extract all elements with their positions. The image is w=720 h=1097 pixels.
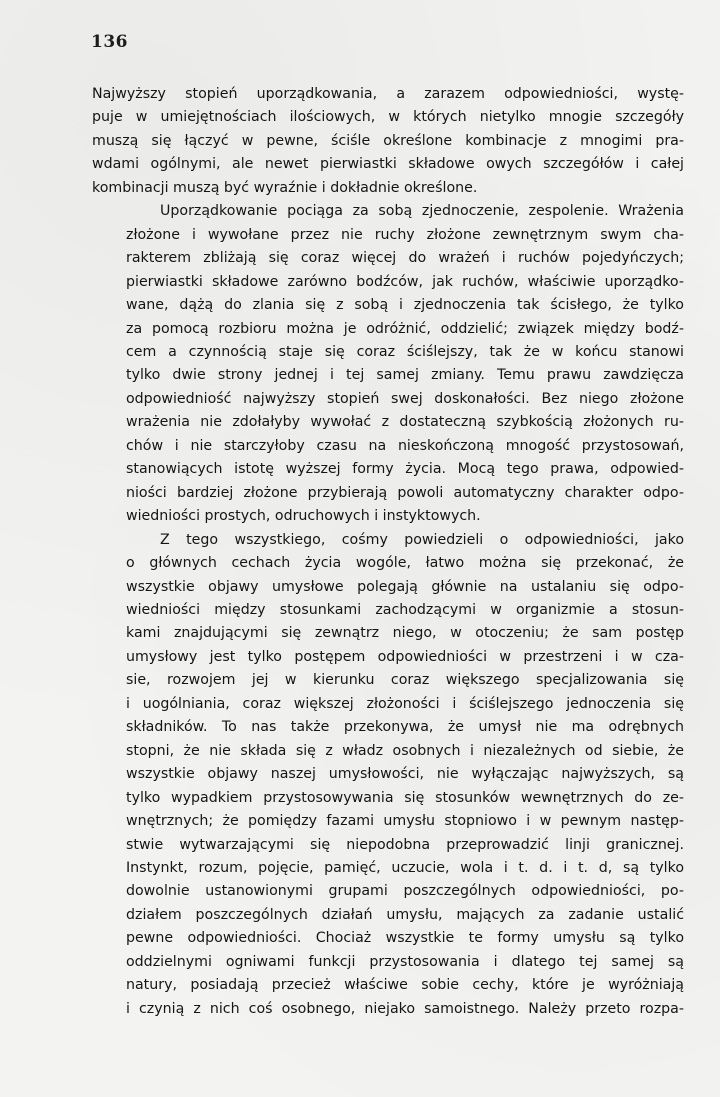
text-line: wnętrznych; że pomiędzy fazami umysłu stopniowo i w pewnym następ- — [126, 813, 684, 830]
text-line: natury, posiadają przecież właściwe sobie cechy, które je wyróżniają — [126, 977, 684, 994]
text-line: wiedniości między stosunkami zachodzącymi w organizmie a stosun- — [126, 601, 684, 618]
text-line: działem poszczególnych działań umysłu, mających za zadanie ustalić — [126, 906, 684, 923]
text-line: sie, rozwojem jej w kierunku coraz większego specjalizowania się — [126, 672, 684, 689]
paragraph-2 — [92, 200, 684, 528]
text-line: muszą się łączyć w pewne, ściśle określone kombinacje z mnogimi pra- — [92, 132, 684, 149]
text-line: Uporządkowanie pociąga za sobą zjednoczenie, zespolenie. Wrażenia — [160, 203, 684, 220]
text-line: dowolnie ustanowionymi grupami poszczególnych odpowiedniości, po- — [126, 883, 684, 900]
text-line: za pomocą rozbioru można je odróżnić, oddzielić; związek między bodź- — [126, 320, 684, 337]
text-line: o głównych cechach życia wogóle, łatwo można się przekonać, że — [126, 555, 684, 572]
text-line: oddzielnymi ogniwami funkcji przystosowania i dlatego tej samej są — [126, 953, 684, 970]
text-line: stanowiących istotę wyższej formy życia. Mocą tego prawa, odpowied- — [126, 461, 684, 478]
text-line: Z tego wszystkiego, cośmy powiedzieli o odpowiedniości, jako — [160, 531, 684, 548]
body-text — [92, 83, 684, 1021]
text-line: stopni, że nie składa się z władz osobnych i niezależnych od siebie, że — [126, 742, 684, 759]
text-line: i czynią z nich coś osobnego, niejako samoistnego. Należy przeto rozpa- — [126, 1000, 684, 1017]
text-line: wrażenia nie zdołałyby wywołać z dostateczną szybkością złożonych ru- — [126, 414, 684, 431]
text-line: tylko wypadkiem przystosowywania się stosunków wewnętrznych do ze- — [126, 789, 684, 806]
text-line: wiedniości prostych, odruchowych i instyktowych. — [126, 508, 481, 525]
text-line: rakterem zbliżają się coraz więcej do wrażeń i ruchów pojedyńczych; — [126, 250, 684, 267]
text-line: odpowiedniość najwyższy stopień swej doskonałości. Bez niego złożone — [126, 390, 684, 407]
text-line: umysłowy jest tylko postępem odpowiedniości w przestrzeni i w cza- — [126, 648, 684, 665]
text-line: stwie wytwarzającymi się niepodobna przeprowadzić linji granicznej. — [126, 836, 684, 853]
text-line: wane, dążą do zlania się z sobą i zjednoczenia tak ścisłego, że tylko — [126, 297, 684, 314]
text-line: niości bardziej złożone przybierają powoli automatyczny charakter odpo- — [126, 484, 684, 501]
text-line: pierwiastki składowe zarówno bodźców, jak ruchów, właściwie uporządko- — [126, 273, 684, 290]
paragraph-3 — [92, 529, 684, 1022]
paragraph-1 — [92, 83, 684, 200]
text-line: pewne odpowiedniości. Chociaż wszystkie te formy umysłu są tylko — [126, 930, 684, 947]
text-line: kami znajdującymi się zewnątrz niego, w otoczeniu; że sam postęp — [126, 625, 684, 642]
text-line: cem a czynnością staje się coraz ściślejszy, tak że w końcu stanowi — [126, 343, 684, 360]
text-line: wszystkie objawy umysłowe polegają głównie na ustalaniu się odpo- — [126, 578, 684, 595]
text-line: tylko dwie strony jednej i tej samej zmiany. Temu prawu zawdzięcza — [126, 367, 684, 384]
text-line: i uogólniania, coraz większej złożoności i ściślejszego jednoczenia się — [126, 695, 684, 712]
text-line: wdami ogólnymi, ale newet pierwiastki składowe owych szczegółów i całej — [92, 156, 684, 173]
text-line: Najwyższy stopień uporządkowania, a zarazem odpowiedniości, wystę- — [92, 86, 684, 102]
text-line: kombinacji muszą być wyraźnie i dokładnie określone. — [92, 179, 478, 196]
text-line: składników. To nas także przekonywa, że umysł nie ma odrębnych — [126, 719, 684, 736]
text-line: złożone i wywołane przez nie ruchy złożone zewnętrznym swym cha- — [126, 226, 684, 243]
page-number: 136 — [91, 32, 128, 52]
text-line: puje w umiejętnościach ilościowych, w których nietylko mnogie szczegóły — [92, 109, 684, 126]
text-line: chów i nie starczyłoby czasu na nieskończoną mnogość przystosowań, — [126, 437, 684, 454]
text-line: Instynkt, rozum, pojęcie, pamięć, uczucie, wola i t. d. i t. d, są tylko — [126, 859, 684, 876]
text-line: wszystkie objawy naszej umysłowości, nie wyłączając najwyższych, są — [126, 766, 684, 783]
